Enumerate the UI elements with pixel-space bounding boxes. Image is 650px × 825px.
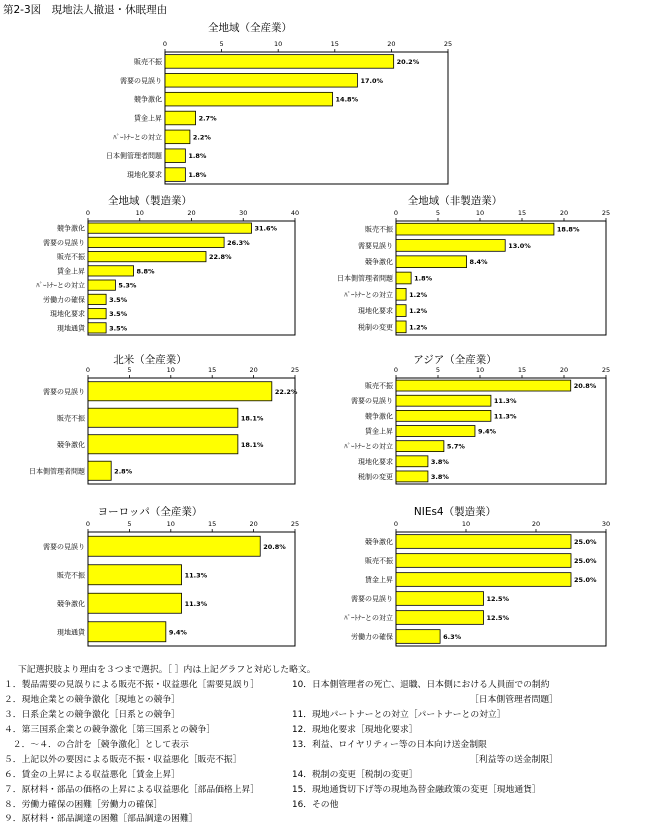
tick-label: 25 xyxy=(290,366,300,374)
value-label: 3.8% xyxy=(430,457,449,466)
chart-nies4 xyxy=(300,504,610,654)
tick-label: 25 xyxy=(601,209,611,217)
category-label: 労働力の確保 xyxy=(351,633,393,641)
value-label: 3.8% xyxy=(430,472,449,481)
bar xyxy=(396,240,505,252)
category-label: 現地化要求 xyxy=(50,310,85,319)
notes-intro: 下記選択肢より理由を３つまで選択。［ ］内は上記グラフと対応した略文。 xyxy=(18,665,316,675)
note-item: ［利益等の送金制限］ xyxy=(470,755,558,765)
chart-svg xyxy=(0,20,453,192)
tick-label: 25 xyxy=(601,366,611,374)
note-item: ［日本側管理者問題］ xyxy=(470,695,558,705)
value-label: 20.2% xyxy=(396,57,420,66)
category-label: 需要の見誤り xyxy=(43,542,85,551)
value-label: 12.5% xyxy=(486,595,510,603)
value-label: 1.8% xyxy=(414,274,433,283)
value-label: 1.2% xyxy=(409,307,428,316)
bar xyxy=(88,323,106,333)
bar xyxy=(396,380,571,391)
category-label: 競争激化 xyxy=(365,412,393,421)
tick-label: 15 xyxy=(208,366,217,374)
tick-label: 5 xyxy=(127,520,132,528)
value-label: 31.6% xyxy=(254,224,278,233)
tick-label: 5 xyxy=(127,366,132,374)
category-label: ﾊﾟｰﾄﾅｰとの対立 xyxy=(113,133,162,142)
chart-title: 全地域（全産業） xyxy=(208,22,292,34)
category-label: 競争激化 xyxy=(365,538,393,546)
bar xyxy=(396,535,571,549)
bar xyxy=(396,256,467,268)
tick-label: 20 xyxy=(249,366,258,374)
tick-label: 10 xyxy=(166,520,175,528)
value-label: 11.3% xyxy=(184,599,208,608)
category-label: 需要の見誤り xyxy=(351,595,393,603)
chart-svg xyxy=(300,193,610,345)
tick-label: 15 xyxy=(330,40,339,48)
value-label: 1.8% xyxy=(188,171,207,180)
category-label: 賃金上昇 xyxy=(365,427,393,436)
bar xyxy=(396,321,406,333)
bar xyxy=(165,55,394,69)
value-label: 1.2% xyxy=(409,290,428,299)
chart-europe xyxy=(0,504,300,654)
note-item: ３．日系企業との競争激化［日系との競争］ xyxy=(4,710,180,720)
value-label: 3.5% xyxy=(109,295,128,304)
chart-all-regions-manufacturing xyxy=(0,193,300,345)
chart-title: 全地域（非製造業） xyxy=(407,195,503,207)
tick-label: 15 xyxy=(208,520,217,528)
tick-label: 15 xyxy=(517,209,527,217)
tick-label: 10 xyxy=(475,209,485,217)
tick-label: 0 xyxy=(85,209,91,217)
note-item: 13．利益、ロイヤリティー等の日本向け送金制限 xyxy=(292,740,487,750)
note-item: ４．第三国系企業との競争激化［第三国系との競争］ xyxy=(4,725,216,735)
bar xyxy=(396,554,571,568)
tick-label: 25 xyxy=(443,40,453,48)
category-label: 販売不振 xyxy=(134,57,162,66)
tick-label: 25 xyxy=(290,520,300,528)
value-label: 11.3% xyxy=(493,412,517,421)
tick-label: 40 xyxy=(290,209,300,217)
bar xyxy=(396,592,484,606)
note-item: 12．現地化要求［現地化要求］ xyxy=(292,725,418,735)
value-label: 22.8% xyxy=(208,253,232,262)
value-label: 6.3% xyxy=(443,633,462,641)
bar xyxy=(396,471,428,482)
chart-all-regions-non-manufacturing xyxy=(300,193,610,345)
value-label: 2.2% xyxy=(192,133,211,142)
category-label: ﾊﾟｰﾄﾅｰとの対立 xyxy=(344,614,393,622)
tick-label: 10 xyxy=(461,520,471,528)
chart-title: 北米（全産業） xyxy=(113,354,187,366)
value-label: 5.3% xyxy=(118,281,137,290)
bar xyxy=(396,456,428,467)
bar xyxy=(396,573,571,587)
bar xyxy=(165,111,196,125)
tick-label: 5 xyxy=(435,209,441,217)
chart-title: NIEs4（製造業） xyxy=(413,506,497,518)
category-label: 現地化要求 xyxy=(358,307,393,316)
tick-label: 20 xyxy=(531,520,541,528)
note-item: ８．労働力確保の困難［労働力の確保］ xyxy=(4,800,163,810)
bar xyxy=(88,622,166,642)
tick-label: 30 xyxy=(239,209,248,217)
category-label: 販売不振 xyxy=(365,225,393,234)
tick-label: 30 xyxy=(601,520,611,528)
value-label: 1.2% xyxy=(409,323,428,332)
category-label: 競争激化 xyxy=(134,95,162,104)
chart-svg xyxy=(0,352,300,492)
bar xyxy=(396,441,444,452)
category-label: 販売不振 xyxy=(57,571,85,580)
tick-label: 0 xyxy=(162,40,168,48)
tick-label: 20 xyxy=(559,209,569,217)
value-label: 8.8% xyxy=(136,267,155,276)
bar xyxy=(165,73,357,87)
bar xyxy=(165,130,190,144)
value-label: 2.7% xyxy=(198,114,217,123)
chart-all-regions-all-industries xyxy=(0,20,453,192)
category-label: 販売不振 xyxy=(365,382,393,391)
tick-label: 10 xyxy=(274,40,283,48)
value-label: 25.0% xyxy=(574,538,597,546)
figure-title: 第2-3図 現地法人撤退・休眠理由 xyxy=(3,4,168,16)
tick-label: 10 xyxy=(166,366,175,374)
category-label: 現地化要求 xyxy=(358,457,393,466)
category-label: ﾊﾟｰﾄﾅｰとの対立 xyxy=(344,290,393,299)
category-label: 競争激化 xyxy=(57,440,85,449)
note-item: ２．現地企業との競争激化［現地との競争］ xyxy=(4,695,180,705)
value-label: 17.0% xyxy=(360,76,384,85)
value-label: 1.8% xyxy=(188,152,207,161)
note-item: 10．日本側管理者の死亡、退職、日本側における人員面での制約 xyxy=(292,680,550,690)
value-label: 5.7% xyxy=(446,442,465,451)
value-label: 26.3% xyxy=(227,238,250,247)
chart-asia xyxy=(300,352,610,492)
bar xyxy=(88,266,134,276)
bar xyxy=(88,251,206,261)
value-label: 12.5% xyxy=(486,614,510,622)
bar xyxy=(88,308,106,318)
value-label: 13.0% xyxy=(508,241,531,250)
bar xyxy=(88,536,260,556)
category-label: 現地通貨 xyxy=(57,324,85,333)
category-label: 日本側管理者問題 xyxy=(29,467,85,476)
value-label: 18.8% xyxy=(556,225,580,234)
tick-label: 0 xyxy=(85,366,91,374)
bar xyxy=(165,168,185,182)
bar xyxy=(396,410,491,421)
category-label: 税制の変更 xyxy=(358,472,393,481)
tick-label: 20 xyxy=(187,209,196,217)
chart-title: アジア（全産業） xyxy=(413,354,497,366)
category-label: 賃金上昇 xyxy=(365,576,393,584)
bar xyxy=(396,630,440,644)
bar xyxy=(396,305,406,317)
chart-title: ヨーロッパ（全産業） xyxy=(97,506,203,518)
tick-label: 20 xyxy=(559,366,569,374)
note-item: ５．上記以外の要因による販売不振・収益悪化［販売不振］ xyxy=(4,755,242,765)
chart-svg xyxy=(0,193,300,345)
value-label: 11.3% xyxy=(493,397,517,406)
chart-svg xyxy=(300,504,610,654)
category-label: 競争激化 xyxy=(57,224,85,233)
value-label: 11.3% xyxy=(184,571,208,580)
category-label: 販売不振 xyxy=(57,253,85,262)
note-item: 16．その他 xyxy=(292,800,339,810)
value-label: 22.2% xyxy=(274,387,298,396)
category-label: 競争激化 xyxy=(365,258,393,267)
note-item: 14．税制の変更［税制の変更］ xyxy=(292,770,418,780)
chart-north-america xyxy=(0,352,300,492)
category-label: 需要の見誤り xyxy=(351,397,393,406)
category-label: 需要見誤り xyxy=(358,241,393,250)
bar xyxy=(88,408,238,427)
chart-svg xyxy=(0,504,300,654)
value-label: 14.8% xyxy=(335,95,359,104)
category-label: 日本側管理者問題 xyxy=(337,274,393,283)
category-label: 労働力の確保 xyxy=(43,295,85,304)
bar xyxy=(88,565,182,585)
note-item: ６．賃金の上昇による収益悪化［賃金上昇］ xyxy=(4,770,180,780)
bar xyxy=(396,395,491,406)
category-label: 需要の見誤り xyxy=(120,76,162,85)
category-label: ﾊﾟｰﾄﾅｰとの対立 xyxy=(36,281,85,290)
tick-label: 0 xyxy=(393,366,399,374)
category-label: 税制の変更 xyxy=(358,323,393,332)
value-label: 9.4% xyxy=(477,427,496,436)
category-label: ﾊﾟｰﾄﾅｰとの対立 xyxy=(344,442,393,451)
chart-title: 全地域（製造業） xyxy=(108,195,192,207)
bar xyxy=(88,237,224,247)
tick-label: 5 xyxy=(435,366,441,374)
category-label: 現地通貨 xyxy=(57,628,85,637)
value-label: 18.1% xyxy=(240,414,264,423)
bar xyxy=(88,294,106,304)
tick-label: 15 xyxy=(517,366,527,374)
tick-label: 10 xyxy=(475,366,485,374)
note-item: ７．原材料・部品の価格の上昇による収益悪化［部品価格上昇］ xyxy=(4,785,260,795)
bar xyxy=(396,288,406,300)
note-item: ９．原材料・部品調達の困難［部品調達の困難］ xyxy=(4,814,198,824)
category-label: 競争激化 xyxy=(57,599,85,608)
bar xyxy=(396,223,554,235)
bar xyxy=(396,426,475,437)
value-label: 20.8% xyxy=(263,542,286,551)
category-label: 賃金上昇 xyxy=(134,114,162,123)
bar xyxy=(88,461,111,480)
bar xyxy=(88,280,115,290)
category-label: 需要の見誤り xyxy=(43,238,85,247)
note-item: ２．～４．の合計を［競争激化］として表示 xyxy=(4,740,189,750)
bar xyxy=(88,382,272,401)
tick-label: 0 xyxy=(393,520,399,528)
value-label: 25.0% xyxy=(574,576,597,584)
note-item: 15．現地通貨切下げ等の現地為替金融政策の変更［現地通貨］ xyxy=(292,785,541,795)
bar xyxy=(88,435,238,454)
tick-label: 0 xyxy=(85,520,91,528)
category-label: 現地化要求 xyxy=(127,171,162,180)
note-item: １．製品需要の見誤りによる販売不振・収益悪化［需要見誤り］ xyxy=(4,680,260,690)
tick-label: 5 xyxy=(219,40,224,48)
bar xyxy=(396,611,484,625)
bar xyxy=(396,272,411,284)
category-label: 販売不振 xyxy=(365,557,393,565)
value-label: 3.5% xyxy=(109,310,128,319)
notes-legend xyxy=(0,662,650,825)
value-label: 20.8% xyxy=(573,382,597,391)
bar xyxy=(88,223,252,233)
note-item: 11．現地パートナーとの対立［パートナーとの対立］ xyxy=(292,710,506,720)
value-label: 2.8% xyxy=(114,467,133,476)
bar xyxy=(165,92,333,106)
tick-label: 20 xyxy=(249,520,258,528)
value-label: 8.4% xyxy=(469,258,488,267)
category-label: 需要の見誤り xyxy=(43,387,85,396)
plot-frame xyxy=(396,532,606,646)
value-label: 18.1% xyxy=(240,440,264,449)
category-label: 日本側管理者問題 xyxy=(106,152,162,161)
value-label: 3.5% xyxy=(109,324,128,333)
category-label: 販売不振 xyxy=(57,414,85,423)
bar xyxy=(165,149,185,163)
tick-label: 0 xyxy=(393,209,399,217)
value-label: 25.0% xyxy=(574,557,597,565)
tick-label: 10 xyxy=(135,209,144,217)
value-label: 9.4% xyxy=(168,628,187,637)
bar xyxy=(88,593,182,613)
chart-svg xyxy=(300,352,610,492)
category-label: 賃金上昇 xyxy=(57,267,85,276)
tick-label: 20 xyxy=(387,40,396,48)
